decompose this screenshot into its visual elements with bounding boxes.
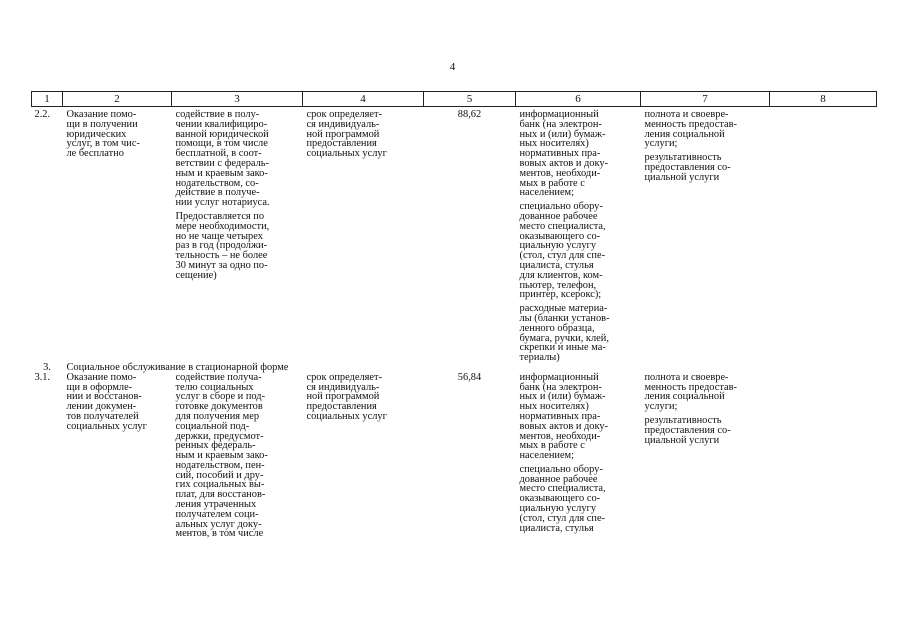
service-price: 88,62	[457, 109, 482, 120]
service-conditions	[516, 373, 641, 540]
service-term: срок определяет- ся индивидуаль- ной программой предоставления социальных услуг	[306, 109, 387, 160]
column-header-5: 5	[424, 92, 516, 107]
page-number: 4	[449, 61, 456, 73]
content-paragraph: Предоставляется по мере необходимости, но не чаще четырех раз в год (продолжи- тельность – не более 30 минут за одно по- сещение)	[175, 210, 270, 281]
section-title: Социальное обслуживание в стационарной форме	[66, 361, 289, 373]
content-paragraph: содействие в полу- чении квалифициро- ванной юридической помощи, в том числе бесплатной, в соот- ветствии с федераль- ным и краевым зако- нодательством, со- действие в получе- нии услуг нотариуса.	[175, 109, 270, 209]
row-number: 2.2.	[34, 109, 51, 120]
service-price: 56,84	[457, 371, 482, 383]
column-header-7: 7	[641, 92, 770, 107]
condition-paragraph: информационный банк (на электрон- ных и (или) бумаж- ных носителях) нормативных пра- вовых актов и доку- ментов, необходи- мых в работе с населением;	[519, 371, 609, 462]
quality-paragraph: полнота и своевре- менность предостав- ления социальной услуги;	[644, 371, 737, 413]
table-row-2-2	[32, 110, 877, 363]
header-row	[32, 92, 877, 107]
row-number: 3.1.	[34, 371, 51, 383]
service-quality	[641, 373, 770, 540]
section-number: 3.	[43, 361, 51, 373]
quality-paragraph: результативность предоставления со- циальной услуги	[644, 414, 731, 446]
empty-cell	[770, 110, 877, 363]
condition-paragraph: информационный банк (на электрон- ных и (или) бумаж- ных носителях) нормативных пра- вовых актов и доку- ментов, необходи- мых в работе с населением;	[519, 109, 609, 199]
empty-cell	[770, 373, 877, 540]
column-header-4: 4	[303, 92, 424, 107]
condition-paragraph: специально обору- дованное рабочее место специалиста, оказывающего со- циальную услугу (стол, стул для спе- циалиста, стулья	[519, 463, 606, 534]
service-name: Оказание помо- щи в оформле- нии и восстанов- лении докумен- тов получателей социальных услуг	[66, 371, 147, 432]
column-header-1: 1	[32, 92, 63, 107]
service-content	[172, 373, 303, 540]
condition-paragraph: расходные материа- лы (бланки установ- ленного образца, бумага, ручки, клей, скрепки и иные ма- териалы)	[519, 303, 610, 364]
table-row-3-1	[32, 373, 877, 540]
quality-paragraph: полнота и своевре- менность предостав- ления социальной услуги;	[644, 109, 737, 150]
column-header-2: 2	[63, 92, 172, 107]
service-name: Оказание помо- щи в получении юридических услуг, в том чис- ле бесплатно	[66, 109, 140, 160]
column-header-8: 8	[770, 92, 877, 107]
service-conditions	[516, 110, 641, 363]
column-header-6: 6	[516, 92, 641, 107]
section-row-3	[32, 363, 877, 373]
content-paragraph: содействие получа- телю социальных услуг в сборе и под- готовке документов для получения мер социальной под- держки, предусмот- ренных федераль- ным и краевым зако- нодательством, пен- сий, пособий и дру- гих социальных вы- плат, для восстанов- ления утраченных получателем соци- альных услуг доку- ментов, в том числе	[175, 371, 268, 540]
services-table	[31, 91, 877, 539]
quality-paragraph: результативность предоставления со- циальной услуги	[644, 152, 731, 183]
condition-paragraph: специально обору- дованное рабочее место специалиста, оказывающего со- циальную услугу (стол, стул для спе- циалиста, стулья для клиентов, ком- пьютер, телефон, принтер, ксерокс);	[519, 201, 606, 301]
service-content	[172, 110, 303, 363]
column-header-3: 3	[172, 92, 303, 107]
service-quality	[641, 110, 770, 363]
service-term: срок определяет- ся индивидуаль- ной программой предоставления социальных услуг	[306, 371, 387, 422]
